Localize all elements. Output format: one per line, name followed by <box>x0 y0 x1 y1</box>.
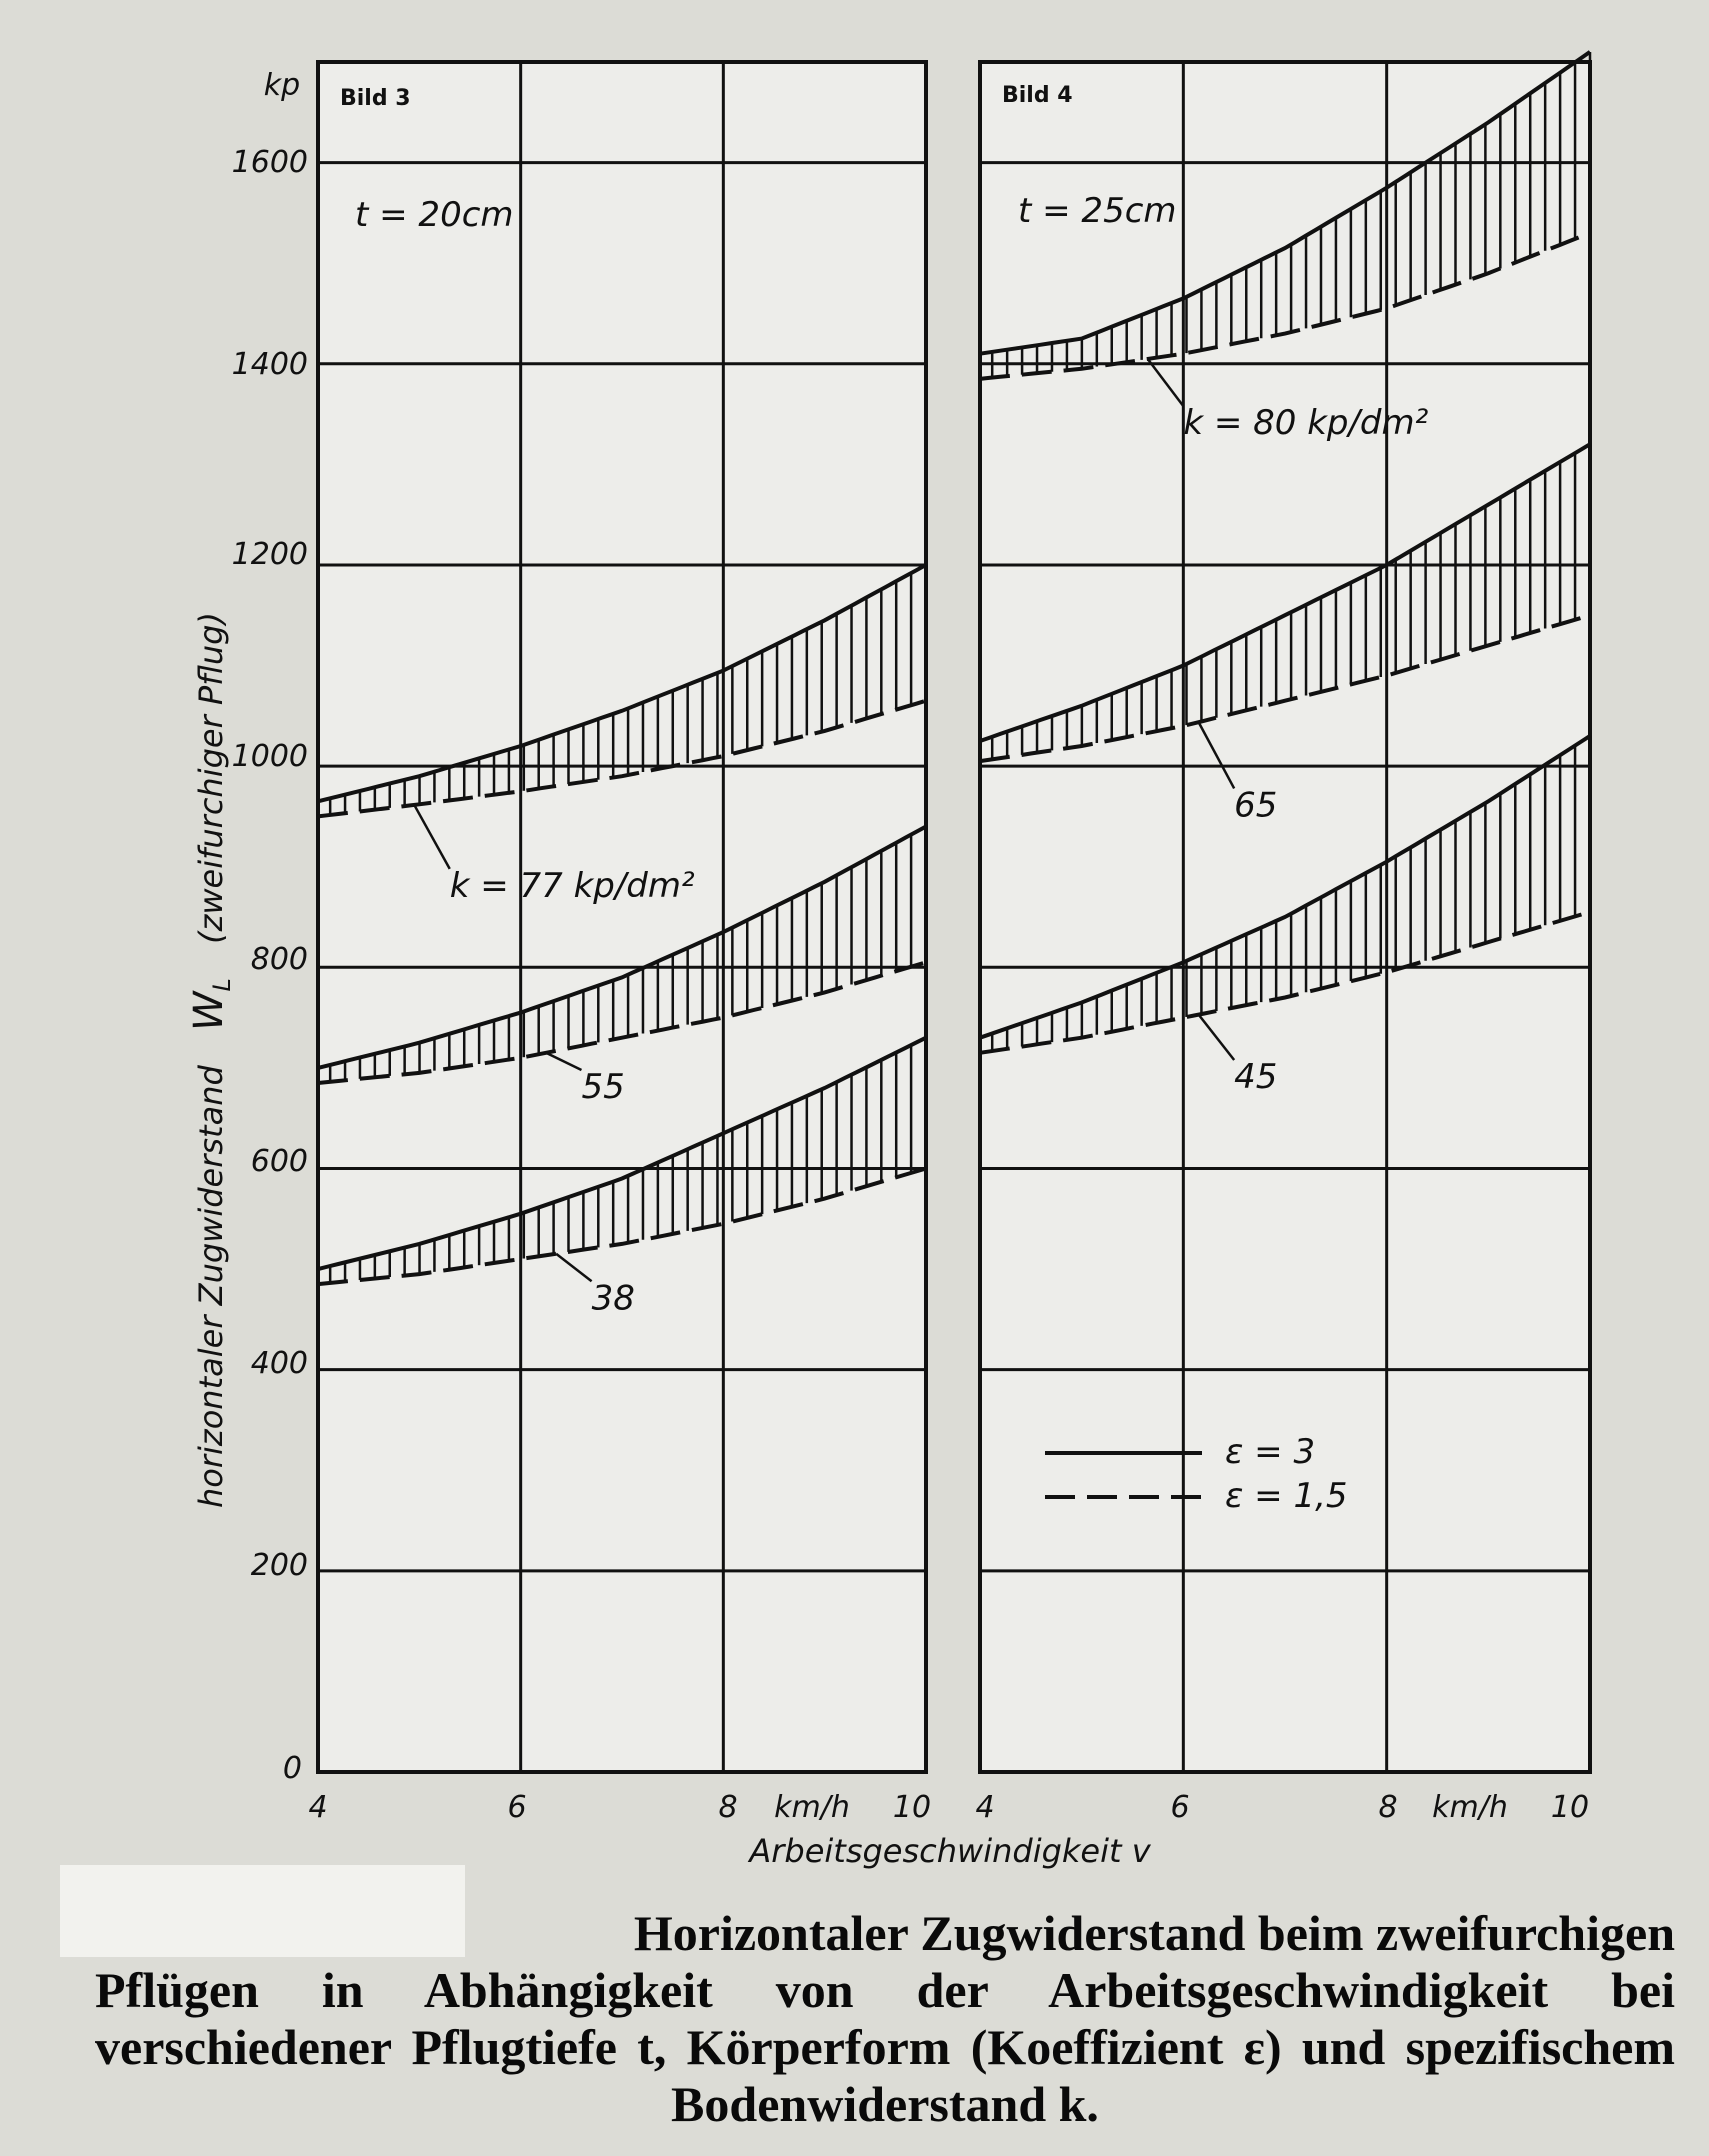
panel-right <box>980 52 1590 1772</box>
y-tick-0: 0 <box>282 1751 302 1786</box>
caption-line-1: Horizontaler Zugwiderstand beim zweifurchigen <box>633 1905 1675 1961</box>
caption-rest: Pflügen in Abhängigkeit von der Arbeitsgeschwindigkeit bei verschiedener Pflugtiefe t, Körperform (Koeffizient ε) und spezifischem Bodenwiderstand k. <box>95 1962 1675 2132</box>
x-unit-right: km/h <box>1432 1790 1508 1825</box>
x-tick-left-4: 4 <box>308 1790 328 1825</box>
x-tick-right-10: 10 <box>1550 1790 1590 1825</box>
panel-left-frame <box>318 62 926 1772</box>
left-group-2-label: 38 <box>591 1278 635 1319</box>
left-group-1-label: 55 <box>581 1067 625 1108</box>
x-tick-left-6: 6 <box>507 1790 527 1825</box>
y-tick-1400: 1400 <box>231 347 308 382</box>
legend-dashed-label: ε = 1,5 <box>1225 1476 1348 1516</box>
y-tick-400: 400 <box>250 1346 308 1381</box>
left-group-0-label: k = 77 kp/dm² <box>449 865 695 906</box>
y-tick-1200: 1200 <box>231 537 308 572</box>
right-group-1-label: 65 <box>1234 785 1278 826</box>
x-axis <box>308 1790 1589 1870</box>
y-tick-200: 200 <box>250 1548 308 1583</box>
right-group-2-label: 45 <box>1234 1057 1278 1097</box>
right-group-0-label: k = 80 kp/dm² <box>1183 403 1429 444</box>
x-tick-right-8: 8 <box>1378 1790 1398 1825</box>
y-axis <box>186 68 308 1786</box>
x-tick-left-10: 10 <box>892 1790 932 1825</box>
y-tick-1000: 1000 <box>231 739 308 774</box>
y-tick-1600: 1600 <box>231 145 308 180</box>
x-unit-left: km/h <box>774 1790 850 1825</box>
x-axis-title: Arbeitsgeschwindigkeit v <box>749 1832 1151 1870</box>
y-axis-title: horizontaler Zugwiderstand $W_L$ (zweifurchiger Pflug) <box>186 612 236 1508</box>
figure-caption <box>95 1905 1675 2133</box>
x-tick-right-6: 6 <box>1170 1790 1190 1825</box>
y-tick-600: 600 <box>250 1144 308 1179</box>
y-tick-800: 800 <box>250 942 308 977</box>
legend-solid-label: ε = 3 <box>1225 1432 1316 1472</box>
panel-left-depth: t = 20cm <box>355 195 514 235</box>
x-tick-left-8: 8 <box>718 1790 738 1825</box>
panel-right-depth: t = 25cm <box>1018 191 1177 231</box>
x-tick-right-4: 4 <box>975 1790 995 1825</box>
panel-left <box>318 62 926 1772</box>
panel-left-title: Bild 3 <box>340 86 411 111</box>
y-unit-label: kp <box>263 68 301 103</box>
panel-right-title: Bild 4 <box>1002 83 1073 108</box>
